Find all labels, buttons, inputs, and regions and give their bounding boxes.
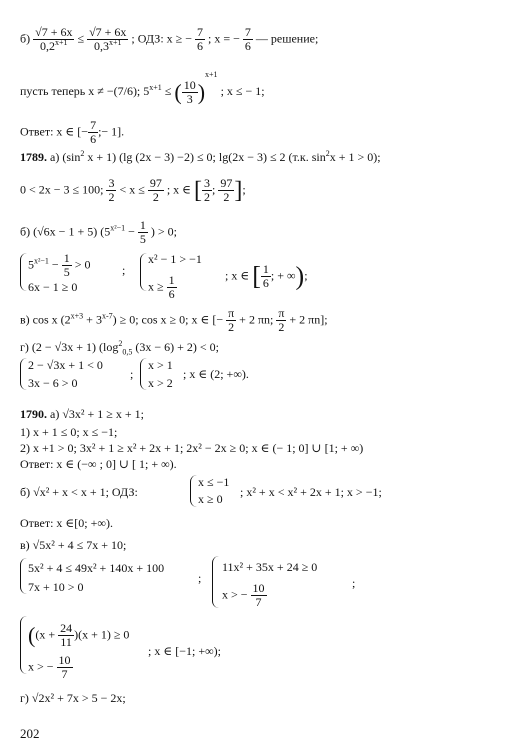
item-label: б) — [20, 31, 31, 46]
line-17: в) √5x² + 4 ≤ 7x + 10; — [20, 538, 127, 552]
system-brace — [140, 253, 147, 291]
fraction: $\frac{97}{2}$ — [149, 176, 162, 204]
line-6: б) (√6x − 1 + 5) ($5^{x^2-1}$ − $\frac{1}{5}$ ) > 0; — [20, 218, 178, 246]
fraction: $\frac{7}{6}$ — [197, 25, 204, 53]
problem-1789: 1789. а) ($\sin^2$ x + 1) (lg (2x − 3) −2) ≤ 0; lg(2x − 3) ≤ 2 (т.к. $\sin^2x + 1 > 0$); — [20, 149, 381, 164]
system-brace — [20, 558, 27, 594]
system-brace — [20, 358, 27, 390]
system-brace — [212, 556, 219, 608]
fraction: $\frac{3}{2}$ — [108, 176, 115, 204]
system-brace — [20, 616, 27, 674]
fraction: $\frac{√7 + 6x}{0,3^{x+1}}$ — [89, 25, 127, 53]
fraction: $\frac{97}{2}$ — [220, 176, 233, 204]
system-brace — [190, 475, 197, 507]
line-15: б) √x² + x < x + 1; ОДЗ: — [20, 485, 138, 499]
fraction: $\frac{1}{6}$ — [168, 273, 175, 301]
line-2: пусть теперь x ≠ −(7/6); $5^{x+1}$ ≤ ( $\frac{10}{3}$ )$^{x+1}$ ; x ≤ − 1; — [20, 70, 265, 106]
line-9: г) (2 − √3x + 1) ($\log^2_{0,5}$ (3x − 6) + 2) < 0; — [20, 339, 219, 357]
fraction: $\frac{3}{2}$ — [204, 176, 211, 204]
fraction: $\frac{24}{11}$ — [60, 621, 73, 649]
line-20: г) √2x² + 7x > 5 − 2x; — [20, 691, 126, 705]
line-13: 2) x +1 > 0; 3x² + 1 ≥ x² + 2x + 1; 2x² − 2x ≥ 0; x ∈ (− 1; 0] ∪ [1; + ∞) — [20, 441, 364, 455]
fraction: $\frac{7}{6}$ — [90, 118, 97, 146]
problem-number: 1790. — [20, 407, 47, 421]
page-number: 202 — [20, 726, 40, 741]
line-1: б) $\frac{√7 + 6x}{0,2^{x+1}}$ ≤ $\frac{√7 + 6x}{0,3^{x+1}}$ ; ОДЗ: x ≥ − $\frac{7}{6}$ ; x = − $\frac{7}{6}$ — решение; — [20, 25, 319, 53]
line-16-answer: Ответ: x ∈[0; +∞). — [20, 516, 113, 530]
fraction: $\frac{√7 + 6x}{0,2^{x+1}}$ — [35, 25, 73, 53]
fraction: $\frac{10}{7}$ — [252, 581, 265, 609]
fraction: $\frac{7}{6}$ — [244, 25, 251, 53]
fraction: $\frac{10}{3}$ — [183, 77, 196, 106]
line-8: в) cos x $(2^{x+3} + 3^{x-7}) \ge 0$; cos x ≥ 0; x ∈ [− $\frac{\pi}{2}$ + 2 πn; $\frac{\pi}{2}$ + 2 πn]; — [20, 306, 328, 334]
fraction: $\frac{1}{6}$ — [262, 262, 269, 290]
problem-1790: 1790. а) √3x² + 1 ≥ x + 1; — [20, 407, 144, 421]
fraction: $\frac{\pi}{2}$ — [228, 306, 235, 334]
line-5: 0 < 2x − 3 ≤ 100; $\frac{3}{2}$ < x ≤ $\frac{97}{2}$ ; x ∈ [ $\frac{3}{2}$ ; $\frac{97}{2}$ ]; — [20, 176, 246, 204]
fraction: $\frac{10}{7}$ — [58, 653, 71, 681]
fraction: $\frac{\pi}{2}$ — [278, 306, 285, 334]
system-brace — [20, 253, 27, 291]
fraction: $\frac{1}{5}$ — [139, 218, 146, 246]
textbook-page: б) $\frac{√7 + 6x}{0,2^{x+1}}$ ≤ $\frac{√7 + 6x}{0,3^{x+1}}$ ; ОДЗ: x ≥ − $\frac{7}{6}$ ; x = − $\frac{7}{6}$ — решение; пусть теперь x ≠ −(7/6); $5^{x+1}$ ≤ ( $\frac{10}{3}$ )$^{x+1}$ ; x ≤ − 1; Ответ: x ∈ [− $\frac{7}{6}$ ;− 1]. 1789. а) ($\sin^2$ x + 1) (lg (2x − 3) −2) ≤ 0; lg(2x − 3) ≤ 2 (т.к. $\sin^2x + 1 > 0$); 0 < 2x − 3 ≤ 100; $\frac{3}{2}$ < x ≤ $\frac{97}{2}$ ; x ∈ [ $\frac{3}{2}$ ; $\frac{97}{2}$ ]; б) (√6x − 1 + 5) ($5^{x^2-1}$ − $\frac{1}{5}$ ) > 0; $5^{x^2-1}$ − $\frac{1}{5}$ > 0 6x − 1 ≥ 0 ; x² − 1 > −1 x ≥ $\frac{1}{6}$ ; x ∈ [ $\frac{1}{6}$ ; + ∞); в) cos x $(2^{x+3} + 3^{x-7}) \ge 0$; cos x ≥ 0; x ∈ [− $\frac{\pi}{2}$ + 2 πn; $\frac{\pi}{2}$ + 2 πn]; г) (2 − √3x + 1) ($\log^2_{0,5}$ (3x − 6) + 2) < 0; 2 − √3x + 1 < 0 3x − 6 > 0 ; x > 1 x > 2 ; x ∈ (2; +∞). 1790. а) √3x² + 1 ≥ x + 1; 1) x + 1 ≤ 0; x ≤ −1; 2) x +1 > 0; 3x² + 1 ≥ x² + 2x + 1; 2x² − 2x ≥ 0; x ∈ (− 1; 0] ∪ [1; + ∞) Ответ: x ∈ (−∞ ; 0] ∪ [ 1; + ∞). б) √x² + x < x + 1; ОДЗ: x ≤ −1 x ≥ 0 ; x² + x < x² + 2x + 1; x > −1; Ответ: x ∈[0; +∞). в) √5x² + 4 ≤ 7x + 10; 5x² + 4 ≤ 49x² + 140x + 100 7x + 10 > 0 ; 11x² + 35x + 24 ≥ 0 x > − $\frac{10}{7}$ ; ((x + $\frac{24}{11}$ )(x + 1) ≥ 0 x > − $\frac{10}{7}$ ; x ∈ [−1; +∞); г) √2x² + 7x > 5 − 2x; 202 — [20, 25, 382, 741]
fraction: $\frac{1}{5}$ — [63, 251, 70, 279]
line-3-answer: Ответ: x ∈ [− $\frac{7}{6}$ ;− 1]. — [20, 118, 125, 146]
problem-number: 1789. — [20, 150, 47, 164]
system-brace — [140, 358, 147, 390]
line-14-answer: Ответ: x ∈ (−∞ ; 0] ∪ [ 1; + ∞). — [20, 457, 177, 471]
line-12: 1) x + 1 ≤ 0; x ≤ −1; — [20, 425, 118, 439]
